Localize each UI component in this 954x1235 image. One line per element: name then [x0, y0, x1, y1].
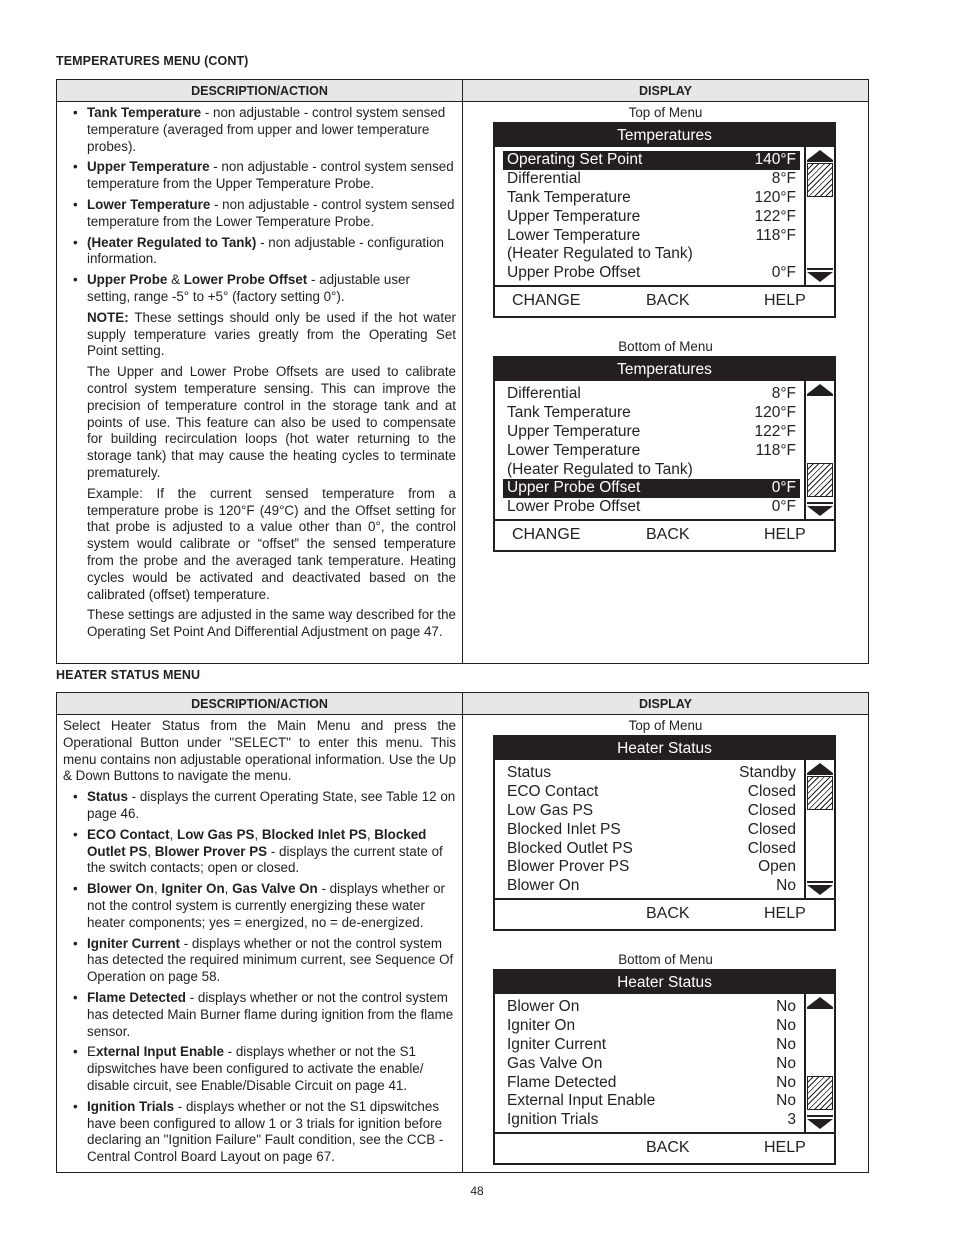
- bullet-status: • Status - displays the current Operating State, see Table 12 on page 46.: [63, 789, 456, 823]
- scroll-thumb[interactable]: [807, 163, 833, 197]
- intro-paragraph: Select Heater Status from the Main Menu and press the Operational Button under "SELECT" to enter this menu. This menu contains non adjustable operational information. Use the Up & Down Buttons to navigate the menu.: [63, 718, 456, 784]
- back-button[interactable]: BACK: [646, 526, 690, 544]
- scrollbar[interactable]: [804, 760, 834, 898]
- note-paragraph: NOTE: These settings should only be used if the hot water supply temperature varies greatly from the Operating Set Point setting.: [87, 309, 456, 359]
- menu-row[interactable]: External Input Enable No: [507, 1092, 796, 1110]
- bullet-tank-temperature: • Tank Temperature - non adjustable - control system sensed temperature (averaged from upper and lower temperature probes).: [63, 105, 456, 155]
- display-caption-bottom: Bottom of Menu: [618, 952, 713, 967]
- column-header-display: DISPLAY: [638, 83, 693, 98]
- lcd-temperatures-top: [493, 122, 836, 318]
- help-button[interactable]: HELP: [764, 292, 806, 310]
- menu-row[interactable]: Differential 8°F: [507, 385, 796, 402]
- menu-row[interactable]: Tank Temperature 120°F: [507, 188, 796, 206]
- probe-offset-paragraph: The Upper and Lower Probe Offsets are used to calibrate control system temperature sensing. This can improve the precision of temperature control in the storage tank and at points of use. This feature can also be used to compensate for building recirculation loops (hot water returning to the storage tank) that may cause the heating cycles to terminate prematurely.: [87, 364, 456, 480]
- scroll-thumb[interactable]: [807, 463, 833, 497]
- lcd-menu-list: [495, 381, 834, 519]
- lcd-title: Temperatures: [495, 124, 834, 147]
- scroll-thumb[interactable]: [807, 776, 833, 810]
- lcd-button-bar: [495, 285, 834, 316]
- lcd-menu-list: [495, 994, 834, 1132]
- menu-row[interactable]: Igniter Current No: [507, 1035, 796, 1053]
- example-paragraph: Example: If the current sensed temperature from a temperature probe is 120°F (49°C) and the Offset setting for that probe is adjusted to a value other than 0°, the control system would calibrate or “offset” the sensed temperature from the probe and the averaged tank temperature. Heating cycles would be activated and deactivated based on the calibrated (offset) temperature.: [87, 485, 456, 602]
- heater-status-table: [56, 692, 869, 1173]
- menu-row[interactable]: Ignition Trials 3: [507, 1111, 796, 1129]
- arrow-down-icon[interactable]: [807, 1119, 833, 1129]
- column-header-display: DISPLAY: [638, 696, 693, 711]
- arrow-down-icon[interactable]: [807, 885, 833, 895]
- back-button[interactable]: BACK: [646, 292, 690, 310]
- change-button[interactable]: CHANGE: [512, 292, 581, 310]
- menu-row[interactable]: Upper Temperature 122°F: [507, 422, 796, 440]
- back-button[interactable]: BACK: [646, 905, 690, 923]
- back-button[interactable]: BACK: [646, 1139, 690, 1157]
- menu-row[interactable]: Blocked Inlet PS Closed: [507, 820, 796, 838]
- bullet-upper-temperature: • Upper Temperature - non adjustable - control system sensed temperature from the Upper Temperature Probe.: [63, 159, 456, 193]
- menu-row[interactable]: Gas Valve On No: [507, 1054, 796, 1072]
- menu-row[interactable]: Low Gas PS Closed: [507, 801, 796, 819]
- table-header: [57, 693, 868, 715]
- lcd-button-bar: [495, 519, 834, 550]
- menu-row[interactable]: Upper Probe Offset 0°F: [507, 264, 796, 282]
- column-header-description: DESCRIPTION/ACTION: [57, 693, 463, 714]
- settings-paragraph: These settings are adjusted in the same way described for the Operating Set Point And Differential Adjustment on page 47.: [87, 607, 456, 640]
- lcd-title: Heater Status: [495, 971, 834, 994]
- arrow-down-icon[interactable]: [807, 272, 833, 282]
- menu-row[interactable]: (Heater Regulated to Tank): [507, 245, 693, 263]
- scrollbar[interactable]: [804, 381, 834, 519]
- display-caption-top: Top of Menu: [628, 105, 703, 120]
- help-button[interactable]: HELP: [764, 905, 806, 923]
- arrow-down-icon[interactable]: [807, 506, 833, 516]
- bullet-heater-regulated: • (Heater Regulated to Tank) - non adjustable - configuration information.: [63, 235, 456, 269]
- page-number: 48: [470, 1184, 484, 1198]
- lcd-heater-status-top: [493, 735, 836, 931]
- arrow-up-icon[interactable]: [807, 997, 833, 1007]
- lcd-title: Temperatures: [495, 358, 834, 381]
- menu-row[interactable]: Lower Temperature 118°F: [507, 226, 796, 244]
- menu-row[interactable]: ECO Contact Closed: [507, 782, 796, 800]
- menu-row[interactable]: (Heater Regulated to Tank): [507, 460, 693, 478]
- bullet-probe-offset: • Upper Probe & Lower Probe Offset - adjustable user setting, range -5° to +5° (factory setting 0°).: [63, 272, 456, 306]
- column-header-description: DESCRIPTION/ACTION: [57, 80, 463, 101]
- menu-row[interactable]: Igniter On No: [507, 1016, 796, 1034]
- bullet-igniter-current: • Igniter Current - displays whether or not the control system has detected the required minimum current, see Sequence Of Operation on page 58.: [63, 936, 456, 986]
- scrollbar[interactable]: [804, 147, 834, 285]
- bullet-switch-contacts: • ECO Contact, Low Gas PS, Blocked Inlet PS, Blocked Outlet PS, Blower Prover PS - displays the current state of the switch contacts; open or closed.: [63, 827, 456, 877]
- arrow-up-icon[interactable]: [807, 384, 833, 394]
- display-column: [463, 102, 868, 663]
- table-header: [57, 80, 868, 102]
- lcd-temperatures-bottom: [493, 356, 836, 552]
- menu-row[interactable]: Differential 8°F: [507, 169, 796, 187]
- bullet-external-input: • External Input Enable - displays whether or not the S1 dipswitches have been configured to activate the enable/ disable circuit, see Enable/Disable Circuit on page 41.: [63, 1044, 456, 1094]
- bullet-lower-temperature: • Lower Temperature - non adjustable - control system sensed temperature from the Lower Temperature Probe.: [63, 197, 456, 231]
- lcd-menu-list: [495, 760, 834, 898]
- menu-row[interactable]: Flame Detected No: [507, 1073, 796, 1091]
- menu-row[interactable]: Lower Probe Offset 0°F: [507, 498, 796, 516]
- menu-row[interactable]: Upper Temperature 122°F: [507, 207, 796, 225]
- scroll-thumb[interactable]: [807, 1076, 833, 1110]
- bullet-flame-detected: • Flame Detected - displays whether or not the control system has detected Main Burner flame during ignition from the flame sensor.: [63, 990, 456, 1040]
- arrow-up-icon[interactable]: [807, 150, 833, 160]
- menu-row[interactable]: Blower Prover PS Open: [507, 858, 796, 876]
- menu-row[interactable]: Blower On No: [507, 877, 796, 895]
- help-button[interactable]: HELP: [764, 526, 806, 544]
- menu-row[interactable]: Blower On No: [507, 998, 796, 1015]
- temperatures-table: [56, 79, 869, 664]
- change-button[interactable]: CHANGE: [512, 526, 581, 544]
- menu-row[interactable]: Tank Temperature 120°F: [507, 403, 796, 421]
- lcd-heater-status-bottom: [493, 969, 836, 1165]
- menu-row-selected[interactable]: Operating Set Point 140°F: [503, 151, 800, 170]
- section-title-heater-status: HEATER STATUS MENU: [56, 668, 201, 682]
- section-title-temperatures: TEMPERATURES MENU (CONT): [56, 54, 249, 68]
- display-caption-top: Top of Menu: [628, 718, 703, 733]
- lcd-menu-list: [495, 147, 834, 285]
- menu-row-selected[interactable]: Upper Probe Offset 0°F: [503, 479, 800, 498]
- menu-row[interactable]: Status Standby: [507, 764, 796, 781]
- bullet-ignition-trials: • Ignition Trials - displays whether or not the S1 dipswitches have been configured to allow 1 or 3 trials for ignition before declaring an "Ignition Failure" Fault condition, see the CCB - Central Control Board Layout on page 67.: [63, 1099, 456, 1166]
- bullet-components: • Blower On, Igniter On, Gas Valve On - displays whether or not the control system is currently energizing these water heater components; yes = energized, no = de-energized.: [63, 881, 456, 931]
- arrow-up-icon[interactable]: [807, 763, 833, 773]
- display-caption-bottom: Bottom of Menu: [618, 339, 713, 354]
- help-button[interactable]: HELP: [764, 1139, 806, 1157]
- lcd-button-bar: [495, 1132, 834, 1163]
- menu-row[interactable]: Blocked Outlet PS Closed: [507, 839, 796, 857]
- lcd-title: Heater Status: [495, 737, 834, 760]
- description-column: [57, 102, 463, 663]
- lcd-button-bar: [495, 898, 834, 929]
- description-column: [57, 715, 463, 1172]
- display-column: [463, 715, 868, 1172]
- menu-row[interactable]: Lower Temperature 118°F: [507, 441, 796, 459]
- scrollbar[interactable]: [804, 994, 834, 1132]
